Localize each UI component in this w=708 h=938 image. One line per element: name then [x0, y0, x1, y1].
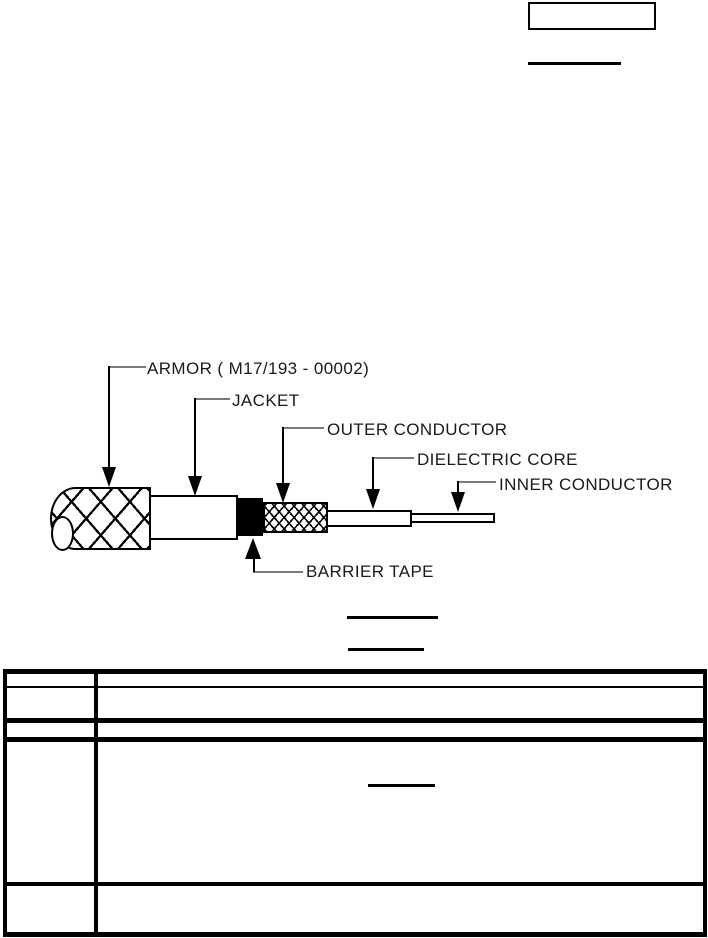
outer-conductor-leader-horizontal [282, 427, 324, 429]
inner-conductor-bar [410, 513, 495, 523]
inner-conductor-leader-horizontal [457, 481, 496, 483]
header-underline [528, 62, 621, 65]
table-cell [7, 886, 94, 932]
dielectric-core-leader-vertical [372, 457, 374, 489]
table-cell [98, 742, 703, 882]
table-cell [98, 723, 703, 737]
outer-conductor-arrow-icon [276, 483, 290, 503]
table-cell [7, 742, 94, 882]
barrier-tape-band [236, 498, 263, 536]
jacket-arrow-icon [188, 476, 202, 496]
jacket-leader-vertical [194, 398, 196, 476]
barrier-tape-label: BARRIER TAPE [306, 562, 434, 581]
inner-conductor-arrow-icon [451, 492, 465, 512]
outer-conductor-leader-vertical [282, 427, 284, 483]
jacket-label: JACKET [232, 391, 300, 410]
outer-conductor-label: OUTER CONDUCTOR [327, 420, 508, 439]
table-cell [98, 886, 703, 932]
barrier-tape-leader-horizontal [253, 571, 303, 573]
figure-caption-underline-1 [347, 616, 438, 619]
inner-conductor-label: INNER CONDUCTOR [499, 475, 673, 494]
jacket-body [149, 495, 238, 540]
dielectric-core-arrow-icon [366, 489, 380, 509]
armor-label: ARMOR ( M17/193 - 00002) [147, 359, 370, 378]
outer-conductor-braid [263, 502, 328, 533]
header-stamp-box [528, 2, 656, 30]
inner-conductor-leader-vertical [457, 481, 459, 492]
armor-leader-horizontal [108, 366, 146, 368]
barrier-tape-arrow-icon [245, 538, 261, 559]
barrier-tape-leader-vertical [253, 559, 255, 572]
dielectric-core-leader-horizontal [372, 457, 414, 459]
dielectric-core-bar [326, 510, 412, 527]
armor-arrow-icon [102, 467, 116, 487]
armor-end-cap [51, 516, 74, 551]
armor-leader-vertical [108, 366, 110, 467]
table-cell [7, 723, 94, 737]
table-cell [7, 674, 94, 686]
table-cell [98, 674, 703, 686]
dielectric-core-label: DIELECTRIC CORE [417, 450, 578, 469]
table-border-bottom [3, 932, 707, 937]
table-cell [7, 688, 94, 718]
table-cell [98, 688, 703, 718]
jacket-leader-horizontal [194, 398, 230, 400]
figure-caption-underline-2 [348, 648, 424, 651]
table-border-right [703, 669, 707, 937]
